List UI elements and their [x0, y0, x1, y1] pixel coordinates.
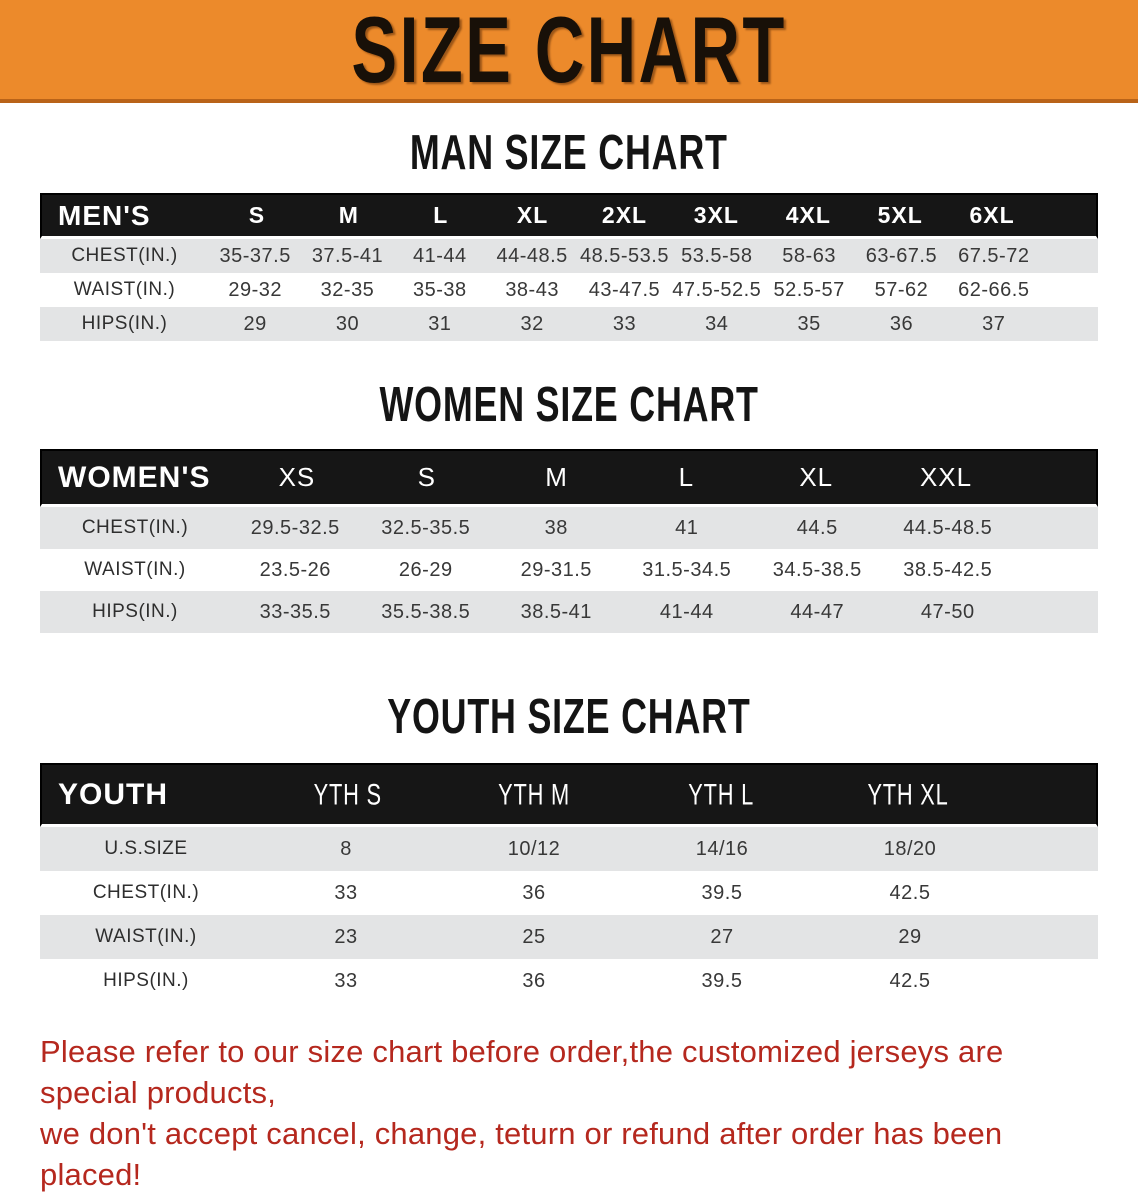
column-header: M: [338, 202, 359, 228]
measurement-row: [40, 549, 1098, 591]
column-header-text: YTH S: [313, 777, 382, 811]
column-header: [628, 779, 815, 811]
column-header-text: YTH L: [688, 777, 755, 811]
size-value: 44.5: [796, 516, 838, 539]
size-value: 47-50: [920, 600, 975, 623]
column-header-text: YTH M: [498, 777, 571, 811]
size-value: 35-38: [412, 278, 467, 301]
row-label: HIPS(IN.): [103, 970, 189, 991]
size-value: 36: [522, 969, 546, 992]
size-value: 34.5-38.5: [772, 558, 862, 581]
measurement-row: [40, 959, 1098, 1003]
column-header: S: [417, 462, 436, 492]
size-value: 62-66.5: [958, 278, 1030, 301]
size-value: 42.5: [889, 881, 931, 904]
women-size-section: [0, 376, 1138, 633]
measurement-row: [40, 827, 1098, 871]
size-value: 58-63: [782, 244, 836, 267]
youth-size-section: [0, 688, 1138, 1003]
size-value: 26-29: [398, 558, 453, 581]
column-header: [441, 779, 628, 811]
column-header: M: [545, 462, 568, 492]
women-section-title-text: WOMEN SIZE CHART: [379, 376, 759, 432]
size-value: 29.5-32.5: [250, 516, 340, 539]
size-value: 31: [428, 312, 452, 335]
measurement-row: [40, 871, 1098, 915]
size-chart-banner: [0, 0, 1138, 103]
measurement-row: [40, 915, 1098, 959]
size-value: 27: [710, 925, 734, 948]
size-value: 44.5-48.5: [903, 516, 993, 539]
column-header: L: [678, 462, 695, 492]
row-label: U.S.SIZE: [104, 838, 188, 859]
size-value: 30: [335, 312, 360, 335]
size-value: 23.5-26: [259, 558, 331, 581]
row-label: HIPS(IN.): [92, 601, 178, 622]
column-header: XS: [278, 462, 316, 492]
column-header: 5XL: [877, 202, 923, 228]
size-value: 53.5-58: [681, 244, 753, 267]
size-value: 41-44: [412, 244, 467, 267]
size-value: 33: [334, 881, 358, 904]
column-header-text: YTH XL: [867, 777, 950, 811]
women-section-title: [0, 376, 1138, 432]
size-value: 39.5: [701, 881, 743, 904]
size-value: 35-37.5: [219, 244, 291, 267]
youth-section-title: [0, 688, 1138, 744]
banner-title-text: SIZE CHART: [351, 0, 787, 102]
size-value: 29-31.5: [520, 558, 592, 581]
size-value: 48.5-53.5: [579, 244, 669, 267]
table-header-row: [40, 763, 1098, 827]
size-value: 38.5-42.5: [903, 558, 993, 581]
size-value: 35: [797, 312, 821, 335]
column-header: XXL: [919, 462, 973, 492]
women-size-table: [40, 449, 1098, 633]
column-header: [815, 779, 1002, 811]
youth-section-title-text: YOUTH SIZE CHART: [387, 688, 751, 744]
size-value: 23: [334, 925, 358, 948]
column-header: XL: [516, 202, 549, 228]
size-value: 18/20: [883, 837, 937, 860]
table-header-row: [40, 193, 1098, 239]
size-value: 25: [522, 925, 546, 948]
notice-line-1: Please refer to our size chart before order,the customized jerseys are special products,: [40, 1034, 1004, 1110]
men-size-section: [0, 124, 1138, 341]
order-notice: [40, 1031, 1102, 1195]
size-value: 31.5-34.5: [642, 558, 732, 581]
row-label: WAIST(IN.): [84, 559, 186, 580]
size-value: 14/16: [695, 837, 749, 860]
men-section-title-text: MAN SIZE CHART: [410, 124, 728, 180]
size-value: 63-67.5: [865, 244, 938, 267]
size-value: 37: [982, 312, 1006, 335]
table-header-label: YOUTH: [58, 777, 168, 811]
row-label: CHEST(IN.): [92, 882, 200, 903]
column-header: 3XL: [693, 202, 739, 228]
column-header: XL: [799, 462, 834, 492]
size-value: 32: [520, 312, 544, 335]
table-header-row: [40, 449, 1098, 507]
size-value: 32.5-35.5: [381, 516, 471, 539]
size-value: 8: [340, 837, 352, 860]
size-value: 34: [705, 312, 729, 335]
size-value: 57-62: [874, 278, 929, 301]
measurement-row: [40, 239, 1098, 273]
column-header: S: [248, 202, 266, 228]
size-value: 38-43: [505, 278, 559, 301]
size-value: 42.5: [889, 969, 931, 992]
size-value: 47.5-52.5: [672, 278, 762, 301]
column-header: 2XL: [601, 202, 648, 228]
table-header-label: MEN'S: [58, 199, 151, 231]
row-label: WAIST(IN.): [95, 926, 197, 947]
row-label: HIPS(IN.): [81, 313, 168, 334]
size-value: 43-47.5: [588, 278, 661, 301]
size-value: 33: [334, 969, 358, 992]
row-label: CHEST(IN.): [81, 517, 189, 538]
notice-line-2: we don't accept cancel, change, teturn or refund after order has been placed!: [40, 1116, 1003, 1192]
row-label: WAIST(IN.): [73, 279, 176, 300]
size-value: 33-35.5: [259, 600, 331, 623]
size-value: 29: [243, 312, 267, 335]
youth-size-table: [40, 763, 1098, 1003]
column-header: [254, 779, 441, 811]
size-value: 41-44: [659, 600, 714, 623]
size-value: 38.5-41: [520, 600, 592, 623]
size-value: 44-48.5: [496, 244, 568, 267]
size-value: 10/12: [507, 837, 561, 860]
measurement-row: [40, 591, 1098, 633]
measurement-row: [40, 273, 1098, 307]
men-size-table: [40, 193, 1098, 341]
size-value: 41: [675, 516, 699, 539]
table-header-label: WOMEN'S: [58, 460, 211, 494]
size-value: 67.5-72: [958, 244, 1030, 267]
size-value: 44-47: [790, 600, 845, 623]
column-header: 4XL: [785, 202, 831, 228]
size-value: 29: [898, 925, 922, 948]
size-value: 39.5: [701, 969, 743, 992]
size-value: 35.5-38.5: [381, 600, 471, 623]
size-value: 33: [612, 312, 637, 335]
size-value: 36: [522, 881, 546, 904]
banner-title: [290, 0, 848, 102]
measurement-row: [40, 307, 1098, 341]
men-section-title: [0, 124, 1138, 180]
column-header: L: [433, 202, 449, 228]
size-value: 29-32: [228, 278, 282, 301]
measurement-row: [40, 507, 1098, 549]
size-value: 36: [889, 312, 914, 335]
size-value: 37.5-41: [311, 244, 384, 267]
size-value: 38: [544, 516, 568, 539]
size-value: 32-35: [320, 278, 375, 301]
column-header: 6XL: [969, 202, 1015, 228]
row-label: CHEST(IN.): [71, 245, 178, 266]
size-value: 52.5-57: [773, 278, 845, 301]
